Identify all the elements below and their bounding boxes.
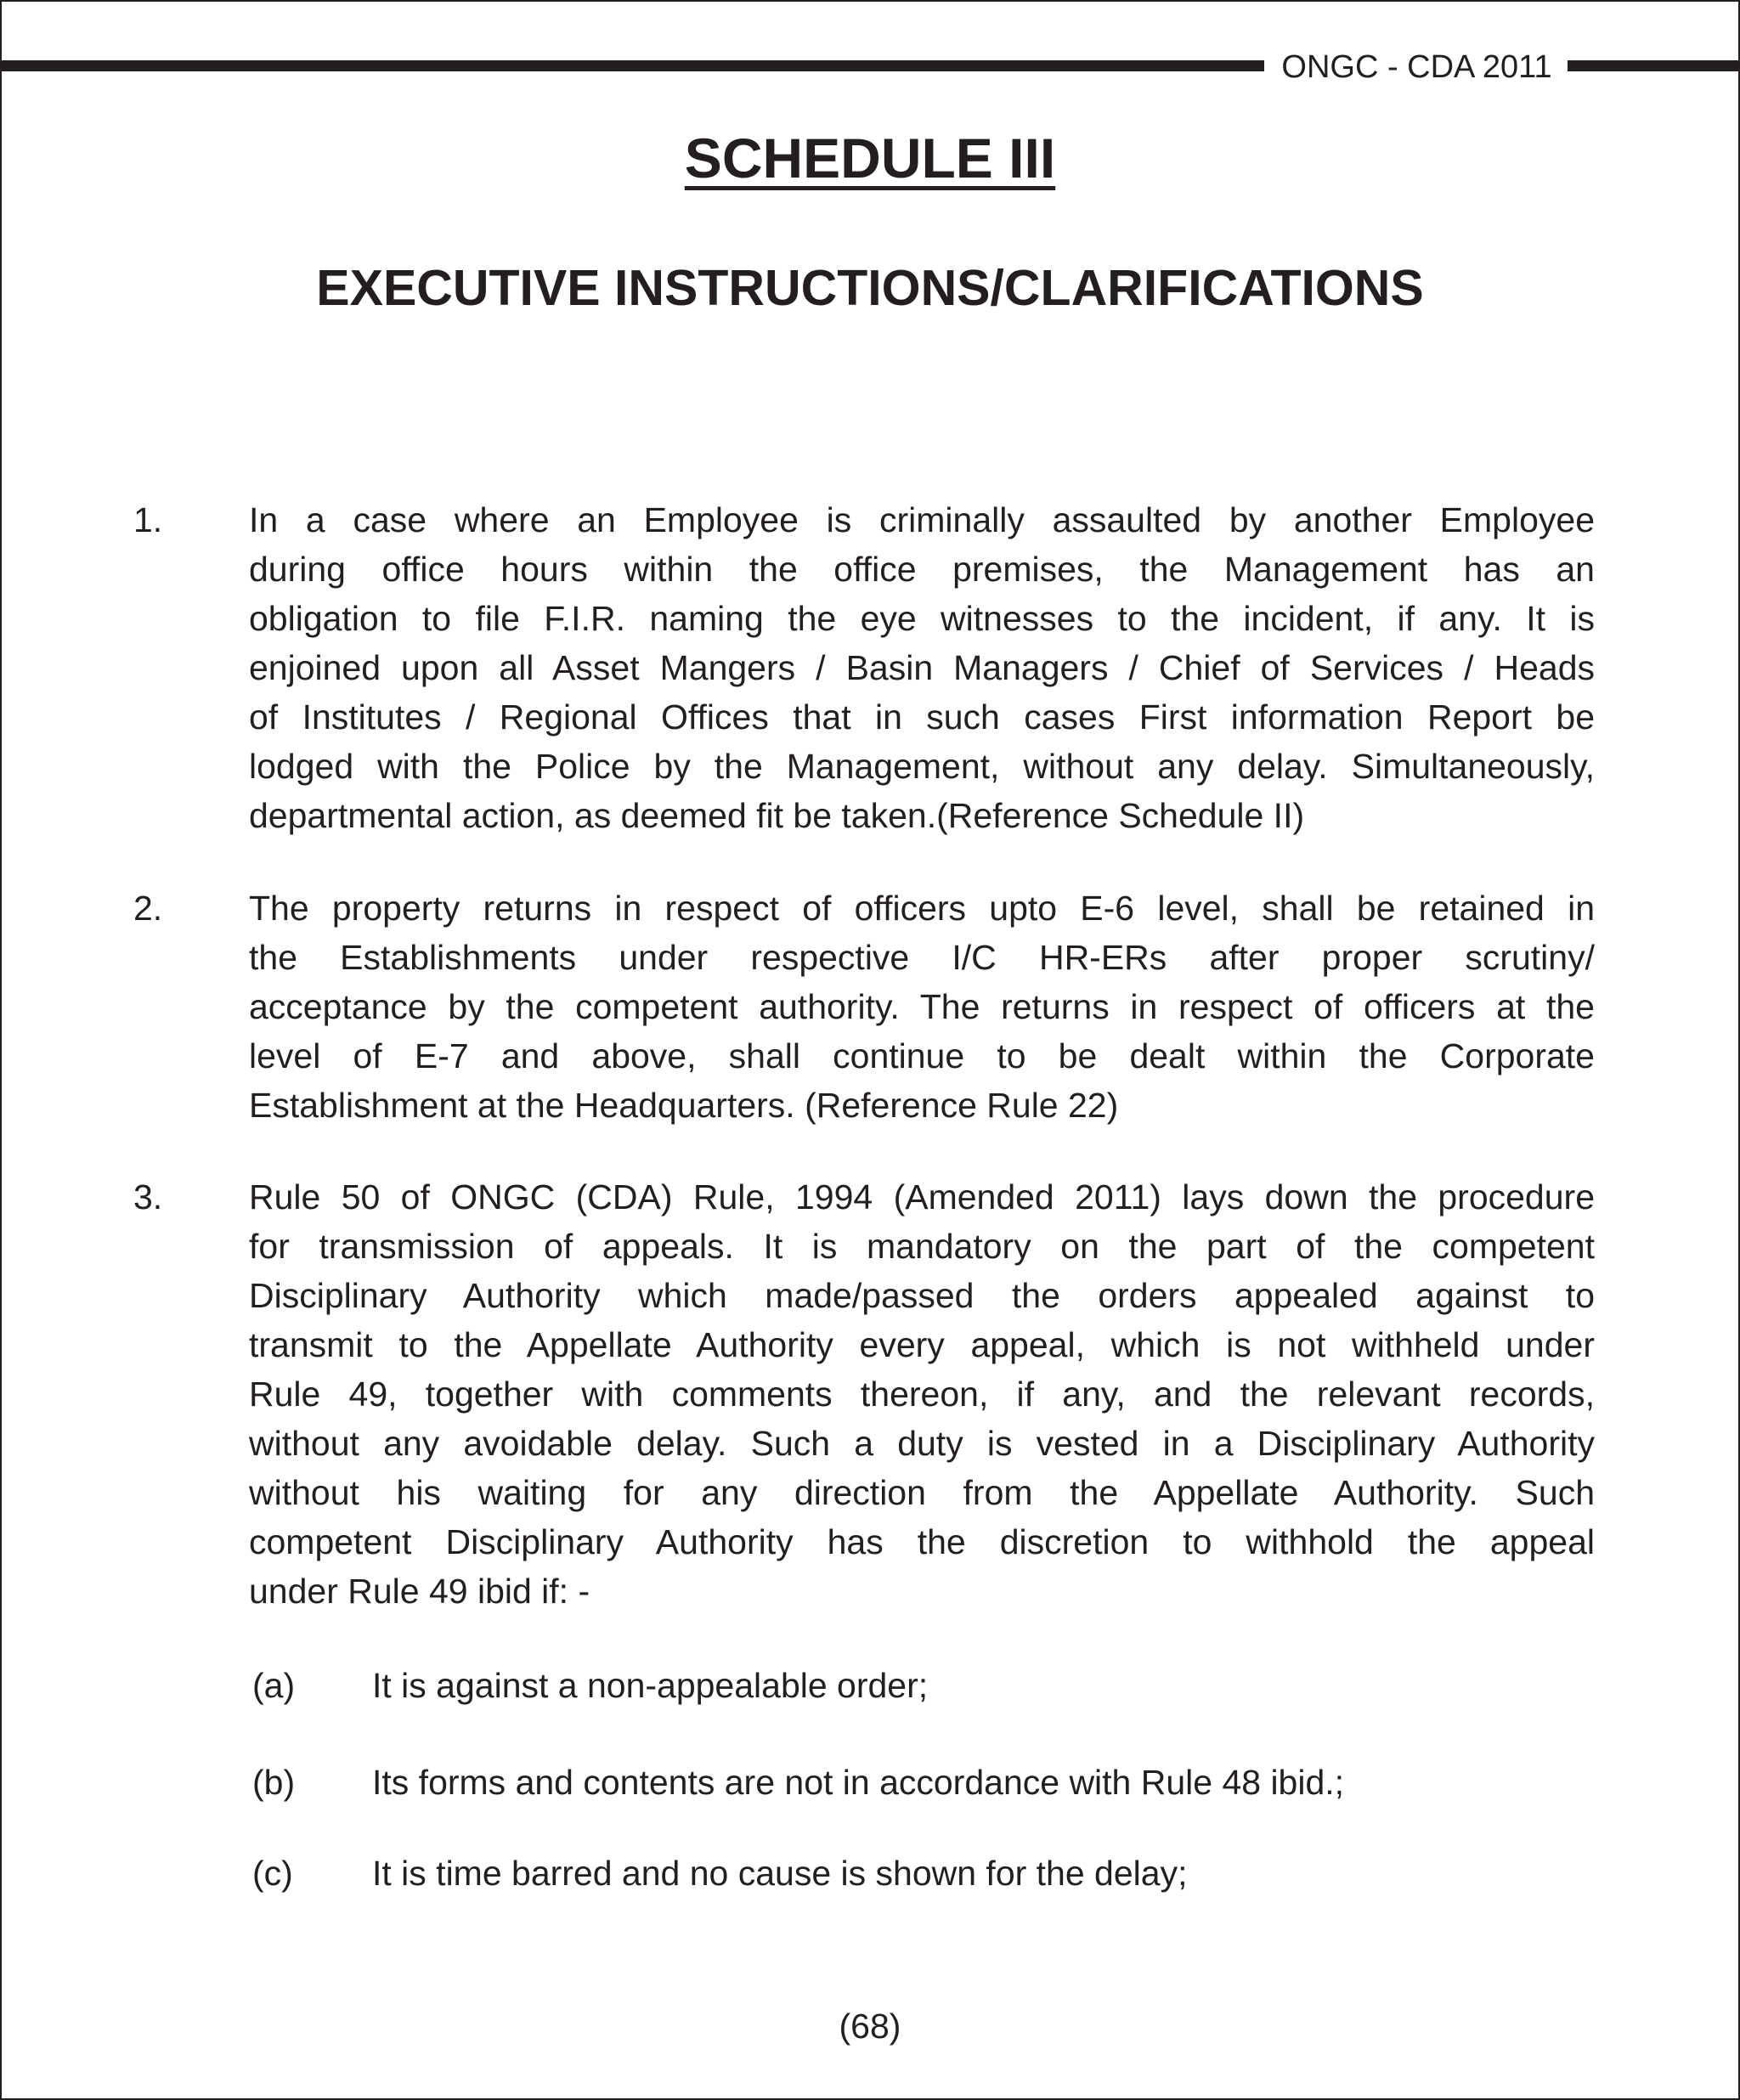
text-line: level of E-7 and above, shall continue to be dealt within the Corporate [249,1036,1595,1075]
text-line: lodged with the Police by the Management, without any delay. Simultaneously, [249,747,1595,786]
page-subtitle: EXECUTIVE INSTRUCTIONS/CLARIFICATIONS [316,260,1424,316]
text-line: enjoined upon all Asset Mangers / Basin Managers / Chief of Services / Heads [249,648,1595,687]
text-line: Disciplinary Authority which made/passed the orders appealed against to [249,1276,1595,1315]
text-line: under Rule 49 ibid if: - [249,1572,590,1611]
text-line: for transmission of appeals. It is mandatory on the part of the competent [249,1227,1595,1266]
running-header: ONGC - CDA 2011 [1281,49,1552,85]
header-rule-left [0,60,1264,71]
sub-item-label: (b) [252,1763,296,1802]
sub-item-label: (c) [252,1854,293,1893]
item-number: 1. [133,500,163,539]
page-title [0,124,1740,192]
page-title-text: SCHEDULE III [684,127,1056,189]
item-text [249,495,1595,840]
header-rule-right [1568,60,1740,71]
sub-item-text: Its forms and contents are not in accordance with Rule 48 ibid.; [372,1763,1345,1802]
text-line: obligation to file F.I.R. naming the eye witnesses to the incident, if any. It is [249,599,1595,638]
text-line: during office hours within the office premises, the Management has an [249,550,1595,589]
text-line: acceptance by the competent authority. The returns in respect of officers at the [249,987,1595,1026]
sub-item-text: It is time barred and no cause is shown for the delay; [372,1854,1188,1893]
text-line: without his waiting for any direction from the Appellate Authority. Such [249,1473,1595,1512]
item-text [249,1172,1595,1616]
text-line: the Establishments under respective I/C HR-ERs after proper scrutiny/ [249,938,1595,977]
text-line: competent Disciplinary Authority has the discretion to withhold the appeal [249,1522,1595,1561]
text-line: Rule 49, together with comments thereon, if any, and the relevant records, [249,1375,1595,1414]
item-number: 2. [133,889,163,928]
page-number: (68) [839,2007,901,2046]
item-text [249,883,1595,1130]
text-line: departmental action, as deemed fit be taken.(Reference Schedule II) [249,796,1305,835]
text-line: The property returns in respect of officers upto E-6 level, shall be retained in [249,889,1595,928]
text-line: In a case where an Employee is criminally assaulted by another Employee [249,500,1595,539]
sub-item-label: (a) [252,1666,296,1705]
text-line: transmit to the Appellate Authority every appeal, which is not withheld under [249,1325,1595,1364]
text-line: without any avoidable delay. Such a duty is vested in a Disciplinary Authority [249,1424,1595,1463]
text-line: of Institutes / Regional Offices that in such cases First information Report be [249,697,1595,737]
item-number: 3. [133,1177,163,1217]
text-line: Rule 50 of ONGC (CDA) Rule, 1994 (Amended 2011) lays down the procedure [249,1177,1595,1217]
sub-item-text: It is against a non-appealable order; [372,1666,929,1705]
text-line: Establishment at the Headquarters. (Reference Rule 22) [249,1086,1119,1125]
